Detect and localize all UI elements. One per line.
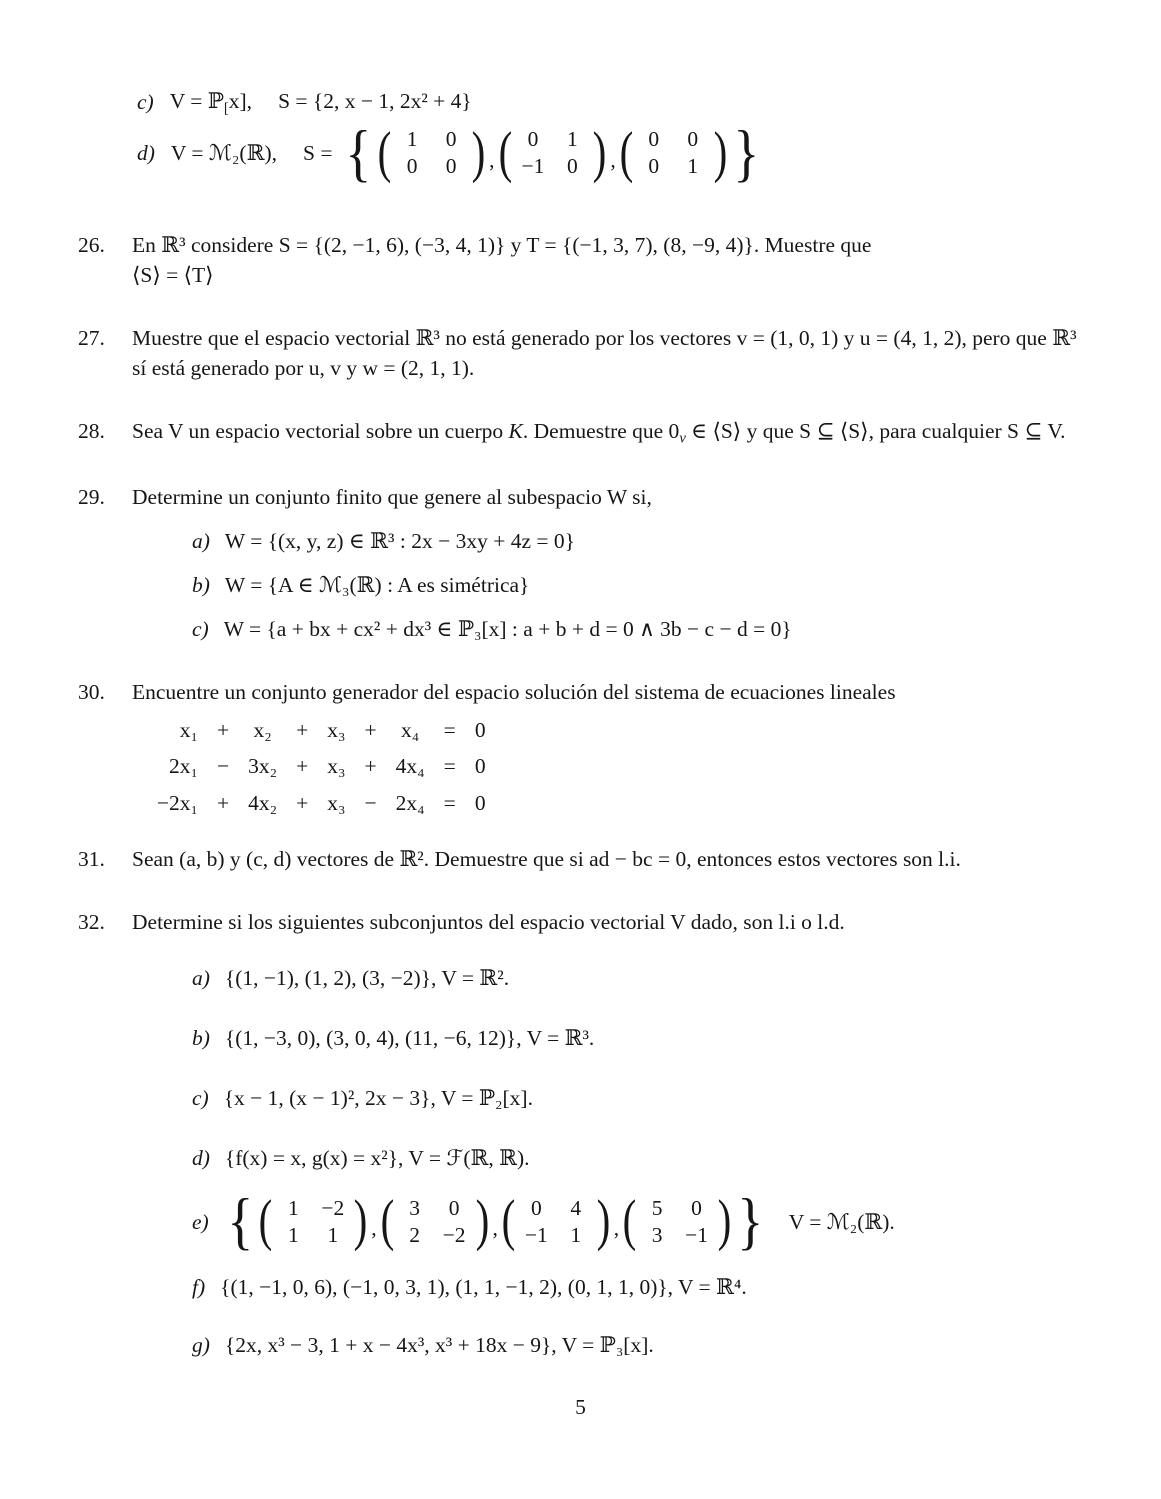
- subitem-label: e): [192, 1209, 209, 1234]
- matrix-cell: 1: [687, 154, 699, 179]
- left-paren: (: [498, 121, 512, 185]
- subitem-label: d): [137, 141, 155, 166]
- eq-term: 2x₁: [169, 754, 198, 779]
- right-paren: ): [353, 1189, 368, 1253]
- subitem-text: {x − 1, (x − 1)², 2x − 3}, V = ℙ₂[x].: [223, 1085, 533, 1110]
- problem-text: Determine un conjunto finito que genere al subespacio W si,: [132, 484, 652, 509]
- matrix-cell: 1: [327, 1222, 339, 1247]
- matrix-cell: 0: [445, 154, 457, 179]
- eq-op: +: [364, 718, 377, 743]
- matrix: [256, 1189, 370, 1253]
- matrix-cells: [397, 1193, 473, 1251]
- eq-equals: =: [443, 754, 456, 779]
- right-brace: }: [737, 1185, 764, 1257]
- matrix-cell: 0: [567, 154, 578, 179]
- right-paren: ): [471, 121, 486, 185]
- matrix-set-line: [170, 116, 763, 188]
- subitem-text: {(1, −1), (1, 2), (3, −2)}, V = ℝ².: [224, 965, 510, 990]
- left-brace: {: [227, 1185, 254, 1257]
- matrix-cell: −1: [685, 1222, 708, 1247]
- subitem-label: b): [192, 573, 210, 598]
- left-paren: (: [259, 1189, 273, 1253]
- subitem-d-top: [137, 116, 1091, 188]
- matrix-cell: 2: [409, 1222, 421, 1247]
- problem-text: Muestre que el espacio vectorial ℝ³ no está generado por los vectores v = (1, 0, 1) y u = (4, 1, 2), pero que ℝ³ sí está generado por u, v y w = (2, 1, 1).: [132, 325, 1077, 380]
- eq-op: +: [296, 754, 309, 779]
- right-paren: ): [717, 1189, 732, 1253]
- matrix-cell: 5: [651, 1195, 663, 1220]
- matrix-cell: 0: [687, 127, 699, 152]
- eq-term: x₃: [327, 754, 346, 779]
- math-s-equals: S =: [302, 141, 333, 166]
- left-brace: {: [345, 116, 372, 188]
- equation-system: [146, 715, 486, 817]
- comma: ,: [489, 147, 495, 172]
- page-number: 5: [575, 1395, 586, 1419]
- problem-number: 31.: [78, 846, 105, 871]
- matrix: [617, 121, 730, 185]
- right-paren: ): [596, 1189, 611, 1253]
- problem-body: [132, 907, 1091, 1360]
- matrix-cell: 1: [288, 1195, 299, 1220]
- eq-term: x₄: [401, 718, 420, 743]
- problem-28: [78, 416, 1091, 449]
- subitem-label: c): [192, 617, 209, 642]
- comma: ,: [492, 1215, 498, 1240]
- problem-line: ⟨S⟩ = ⟨T⟩: [132, 262, 214, 287]
- eq-op: −: [364, 790, 377, 815]
- matrix-cells: [639, 1193, 715, 1251]
- subitem-label: d): [192, 1146, 210, 1171]
- matrix-cell: 0: [648, 127, 660, 152]
- matrix-cell: 0: [530, 1195, 542, 1220]
- problem-body: [132, 677, 1091, 817]
- problem-body: [132, 482, 1091, 644]
- left-paren: (: [501, 1189, 516, 1253]
- right-paren: ): [593, 121, 607, 185]
- eq-term: −2x₁: [156, 790, 198, 815]
- subitem-text: {2x, x³ − 3, 1 + x − 4x³, x³ + 18x − 9}, V = ℙ₃[x].: [224, 1333, 654, 1358]
- subitem-label: c): [192, 1085, 209, 1110]
- matrix: [496, 121, 610, 185]
- matrix-cell: 0: [448, 1195, 460, 1220]
- math-v-space: V = ℳ₂(ℝ).: [788, 1209, 895, 1234]
- subitem-label: g): [192, 1333, 210, 1358]
- matrix: [375, 121, 488, 185]
- matrix-cell: −2: [321, 1195, 345, 1220]
- problem-27: [78, 323, 1091, 383]
- eq-rhs: 0: [474, 754, 486, 779]
- subitem-c: [192, 614, 1091, 644]
- left-paren: (: [380, 1189, 394, 1253]
- matrix-cell: 0: [406, 154, 418, 179]
- problem-number: 32.: [78, 909, 105, 934]
- subitem-text: {f(x) = x, g(x) = x²}, V = ℱ(ℝ, ℝ).: [224, 1146, 530, 1171]
- problem-number: 29.: [78, 484, 105, 509]
- subitem-c: [192, 1083, 1091, 1113]
- math-set-s: S = {2, x − 1, 2x² + 4}: [278, 89, 472, 113]
- matrix-cell: −1: [524, 1222, 548, 1247]
- matrix-cell: 3: [651, 1222, 663, 1247]
- subitem-label: b): [192, 1025, 210, 1050]
- problem-number: 30.: [78, 680, 105, 705]
- eq-term: 3x₂: [248, 754, 278, 779]
- matrix-cells: [518, 1193, 594, 1251]
- problem-number: 28.: [78, 419, 105, 444]
- problem-number: 26.: [78, 232, 105, 257]
- problem-32: [78, 907, 1091, 1360]
- eq-op: +: [217, 790, 230, 815]
- matrix-cell: 1: [406, 127, 418, 152]
- right-brace: }: [733, 116, 760, 188]
- eq-op: −: [217, 754, 230, 779]
- subitem-text: W = {a + bx + cx² + dx³ ∈ ℙ₃[x] : a + b + d = 0 ∧ 3b − c − d = 0}: [223, 617, 792, 642]
- eq-op: +: [364, 754, 377, 779]
- left-paren: (: [377, 121, 392, 185]
- matrix-cells: [636, 124, 711, 182]
- matrix-cells: [515, 124, 591, 182]
- subitem-label: f): [192, 1274, 206, 1299]
- subitem-text: W = {(x, y, z) ∈ ℝ³ : 2x − 3xy + 4z = 0}: [224, 528, 575, 553]
- math-v-space-end: x],: [228, 89, 253, 113]
- subitem-list: [132, 526, 1091, 644]
- right-paren: ): [713, 121, 728, 185]
- subitem-d: [192, 1143, 1091, 1173]
- matrix-cells: [275, 1193, 351, 1251]
- eq-op: +: [217, 718, 230, 743]
- problem-text: Sean (a, b) y (c, d) vectores de ℝ². Demuestre que si ad − bc = 0, entonces estos vectores son l.i.: [132, 846, 961, 871]
- subscript-v: v: [679, 430, 686, 447]
- subitem-label: c): [137, 90, 154, 115]
- left-paren: (: [622, 1189, 637, 1253]
- subitem-e: [192, 1185, 1091, 1257]
- eq-term: x₁: [179, 718, 198, 743]
- subscript-bracket: [: [223, 100, 229, 117]
- text-seg: . Demuestre que 0: [522, 419, 680, 444]
- comma: ,: [613, 1215, 620, 1240]
- problem-number: 27.: [78, 325, 105, 350]
- eq-op: +: [296, 718, 309, 743]
- matrix-cell: −2: [442, 1222, 466, 1247]
- subitem-a: [192, 526, 1091, 556]
- problem-text: [132, 416, 1091, 449]
- matrix-cell: 0: [527, 127, 539, 152]
- matrix: [499, 1189, 613, 1253]
- right-paren: ): [475, 1189, 489, 1253]
- script-k: K: [508, 419, 523, 444]
- matrix-cell: 1: [567, 127, 578, 152]
- eq-equals: =: [443, 718, 456, 743]
- text-seg: Sea V un espacio vectorial sobre un cuerpo: [132, 419, 509, 444]
- eq-term: 4x₂: [248, 790, 278, 815]
- problem-line: En ℝ³ considere S = {(2, −1, 6), (−3, 4, 1)} y T = {(−1, 3, 7), (8, −9, 4)}. Muestre que: [132, 232, 872, 257]
- matrix-cell: 4: [570, 1195, 582, 1220]
- eq-equals: =: [443, 790, 456, 815]
- subitem-text: {(1, −1, 0, 6), (−1, 0, 3, 1), (1, 1, −1, 2), (0, 1, 1, 0)}, V = ℝ⁴.: [220, 1274, 747, 1299]
- subitem-text: [170, 86, 472, 119]
- subitem-b: [192, 570, 1091, 600]
- matrix-cell: 0: [445, 127, 457, 152]
- subitem-c-top: [137, 86, 1091, 119]
- subitem-label: a): [192, 965, 210, 990]
- comma: ,: [371, 1215, 377, 1240]
- problem-text: Determine si los siguientes subconjuntos del espacio vectorial V dado, son l.i o l.d.: [132, 909, 845, 934]
- matrix-cell: −1: [521, 154, 545, 179]
- problem-29: [78, 482, 1091, 644]
- comma: ,: [610, 147, 616, 172]
- subitem-text: {(1, −3, 0), (3, 0, 4), (11, −6, 12)}, V = ℝ³.: [224, 1025, 595, 1050]
- matrix-cell: 1: [570, 1222, 582, 1247]
- math-v-space: V = ℳ₂(ℝ),: [170, 141, 277, 166]
- eq-rhs: 0: [474, 718, 486, 743]
- text-seg: ∈ ⟨S⟩ y que S ⊆ ⟨S⟩, para cualquier S ⊆ V.: [685, 419, 1066, 444]
- eq-term: 2x₄: [395, 790, 425, 815]
- matrix: [620, 1189, 734, 1253]
- problem-text: [132, 230, 1091, 290]
- problem-30: [78, 677, 1091, 817]
- problem-26: [78, 230, 1091, 290]
- eq-term: x₃: [327, 718, 346, 743]
- eq-term: 4x₄: [395, 754, 425, 779]
- subitem-f: [192, 1272, 1091, 1302]
- subitem-a: [192, 963, 1091, 993]
- math-v-space: V = ℙ: [169, 89, 224, 113]
- matrix: [378, 1189, 492, 1253]
- matrix-cell: 0: [648, 154, 660, 179]
- problem-text: Encuentre un conjunto generador del espacio solución del sistema de ecuaciones lineales: [132, 680, 896, 705]
- matrix-set-line: [224, 1185, 895, 1257]
- matrix-cell: 3: [409, 1195, 421, 1220]
- eq-rhs: 0: [474, 790, 486, 815]
- matrix-cell: 0: [691, 1195, 702, 1220]
- subitem-b: [192, 1023, 1091, 1053]
- eq-op: +: [296, 790, 309, 815]
- left-paren: (: [619, 121, 634, 185]
- eq-term: x₂: [253, 718, 272, 743]
- subitem-label: a): [192, 528, 210, 553]
- eq-term: x₃: [327, 790, 346, 815]
- subitem-g: [192, 1330, 1091, 1360]
- matrix-cells: [394, 124, 469, 182]
- problem-31: [78, 844, 1091, 874]
- matrix-cell: 1: [288, 1222, 299, 1247]
- subitem-list: [132, 963, 1091, 1360]
- subitem-text: W = {A ∈ ℳ₃(ℝ) : A es simétrica}: [224, 573, 530, 598]
